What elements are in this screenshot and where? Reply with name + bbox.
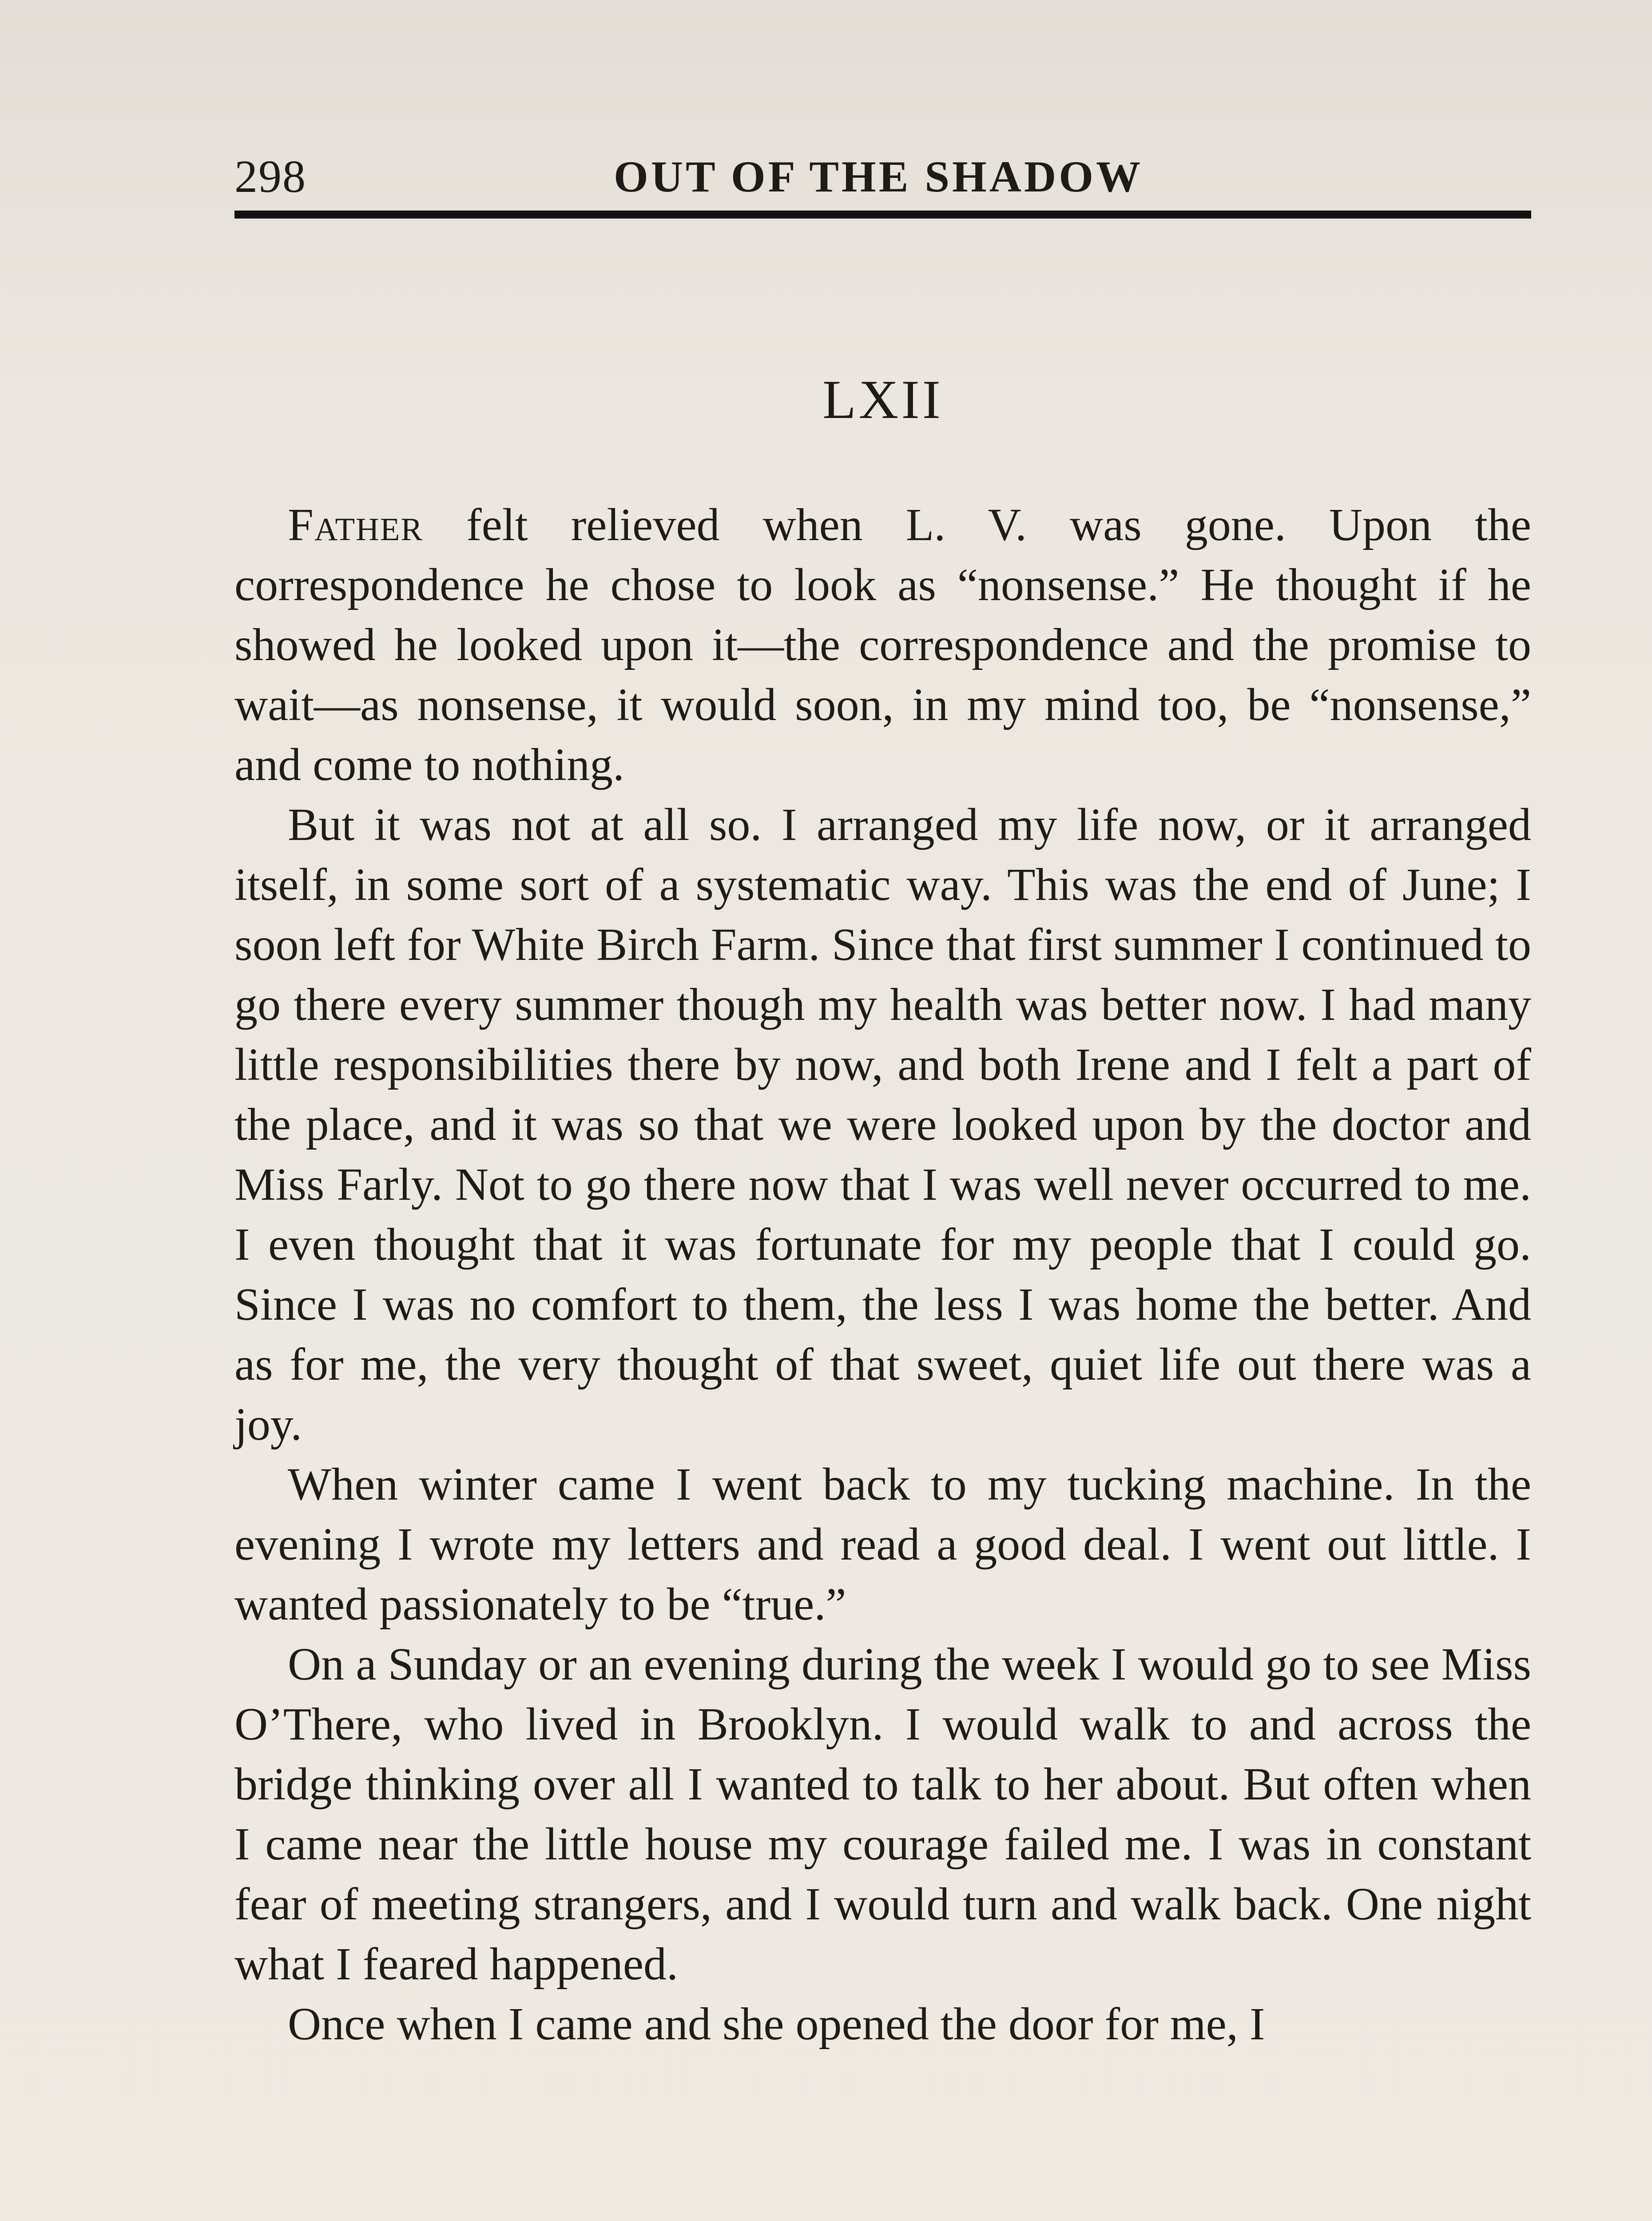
running-title: OUT OF THE SHADOW (613, 152, 1144, 201)
paragraph-lead-word: Father (288, 499, 424, 550)
body-text (234, 495, 1531, 2054)
running-head (234, 141, 1531, 212)
page-number: 298 (234, 151, 306, 202)
paragraph: On a Sunday or an evening during the week I would go to see Miss O’There, who lived in Brooklyn. I would walk to and across the bridge thinking over all I wanted to talk to her about. But often when I came near the little house my courage failed me. I was in constant fear of meeting strangers, and I would turn and walk back. One night what I feared happened. (234, 1639, 1531, 1990)
paragraph (234, 495, 1531, 795)
paragraph: Once when I came and she opened the door for me, I (288, 1998, 1265, 2050)
paragraph: But it was not at all so. I arranged my life now, or it arranged itself, in some sort of a systematic way. This was the end of June; I soon left for White Birch Farm. Since that first summer I continued to go there every summer though my health was better now. I had many little responsibilities there by now, and both Irene and I felt a part of the place, and it was so that we were looked upon by the doctor and Miss Farly. Not to go there now that I was well never occurred to me. I even thought that it was fortunate for my people that I could go. Since I was no comfort to them, the less I was home the better. And as for me, the very thought of that sweet, quiet life out there was a joy. (234, 799, 1531, 1450)
paragraph-text: felt relieved when L. V. was gone. Upon the correspondence he chose to look as “nonsense.” He thought if he showed he looked upon it—the correspondence and the promise to wait—as nonsense, it would soon, in my mind too, be “nonsense,” and come to nothing. (234, 499, 1531, 790)
paragraph: When winter came I went back to my tucking machine. In the evening I wrote my letters and read a good deal. I went out little. I wanted passionately to be “true.” (234, 1459, 1531, 1630)
chapter-number: LXII (822, 369, 943, 430)
header-rule (234, 211, 1531, 219)
